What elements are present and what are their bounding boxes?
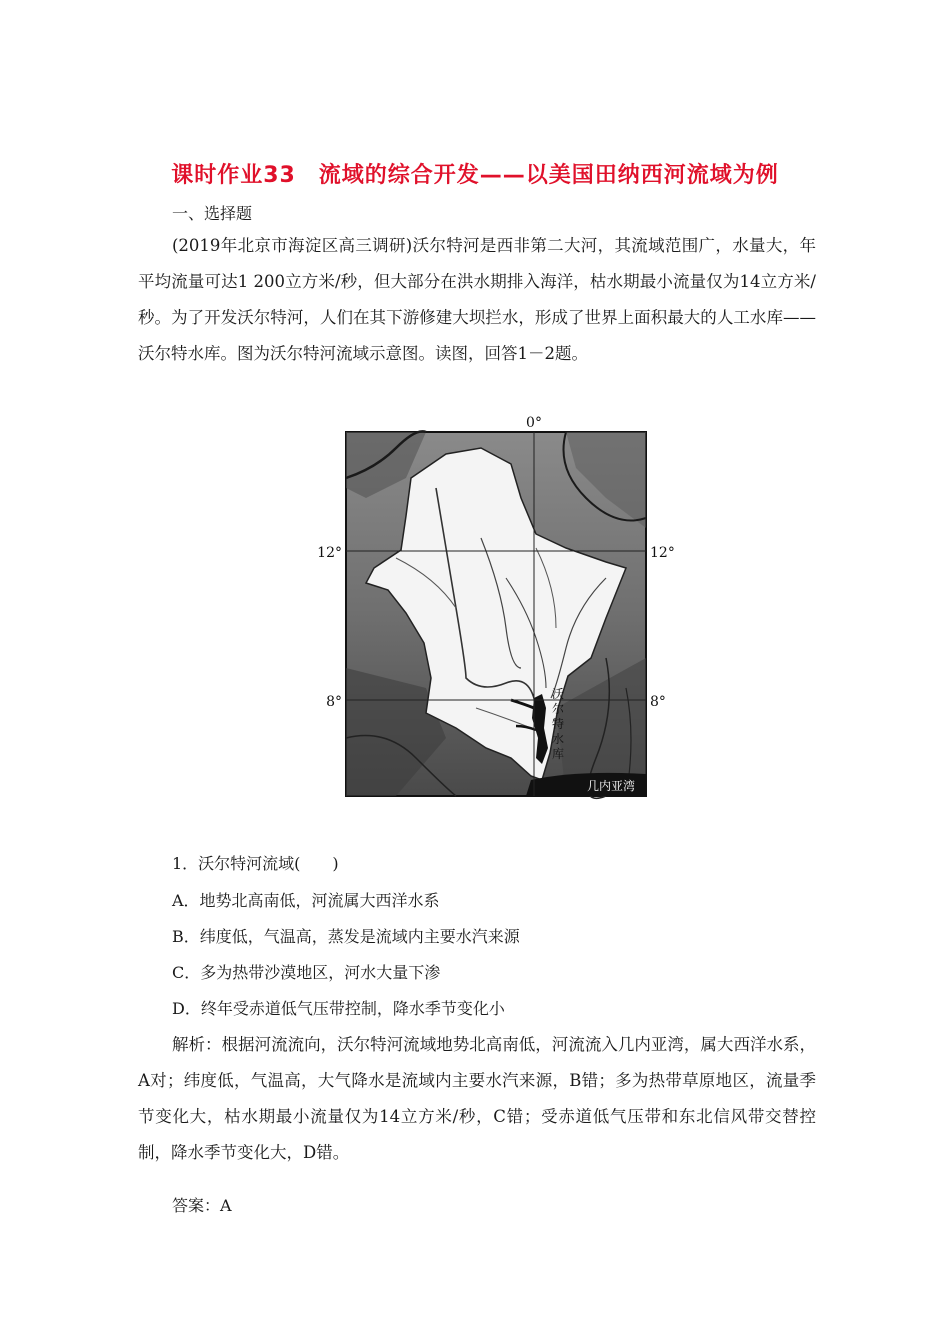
answer-line: 答案：A <box>172 1196 232 1215</box>
svg-text:尔: 尔 <box>551 702 565 716</box>
option-a: A．地势北高南低，河流属大西洋水系 <box>172 891 440 910</box>
analysis-paragraph: 解析：根据河流流向，沃尔特河流域地势北高南低，河流流入几内亚湾，属大西洋水系，A对；纬度低，气温高，大气降水是流域内主要水汽来源，B错；多为热带草原地区，流量季节变化大，枯水期最小流量仅为14立方米/秒，C错；受赤道低气压带和东北信风带交替控制，降水季节变化大，D错。 <box>138 1035 816 1162</box>
lat8-right-label: 8° <box>650 694 666 710</box>
svg-text:水: 水 <box>551 732 565 746</box>
svg-text:库: 库 <box>551 747 565 761</box>
page-title: 课时作业33 流域的综合开发——以美国田纳西河流域为例 <box>171 163 779 188</box>
option-c: C．多为热带沙漠地区，河水大量下渗 <box>172 963 441 982</box>
gulf-label: 几内亚湾 <box>586 779 636 793</box>
svg-text:沃: 沃 <box>551 687 565 701</box>
map-svg <box>306 408 686 810</box>
lat12-right-label: 12° <box>650 545 675 561</box>
volta-basin-map <box>306 408 686 810</box>
lat12-left-label: 12° <box>317 545 342 561</box>
lat8-left-label: 8° <box>326 694 342 710</box>
question-stem: 1．沃尔特河流域( ) <box>172 854 339 873</box>
option-d: D．终年受赤道低气压带控制，降水季节变化小 <box>172 999 505 1018</box>
lon-label: 0° <box>526 415 542 431</box>
option-b: B．纬度低，气温高，蒸发是流域内主要水汽来源 <box>172 927 520 946</box>
reservoir-label <box>552 687 564 761</box>
intro-paragraph: (2019年北京市海淀区高三调研)沃尔特河是西非第二大河，其流域范围广，水量大，年平均流量可达1 200立方米/秒，但大部分在洪水期排入海洋，枯水期最小流量仅为14立方米/秒。为了开发沃尔特河，人们在其下游修建大坝拦水，形成了世界上面积最大的人工水库——沃尔特水库。图为沃尔特河流域示意图。读图，回答1－2题。 <box>138 236 816 363</box>
section-heading: 一、选择题 <box>172 204 253 223</box>
svg-text:特: 特 <box>551 717 565 731</box>
